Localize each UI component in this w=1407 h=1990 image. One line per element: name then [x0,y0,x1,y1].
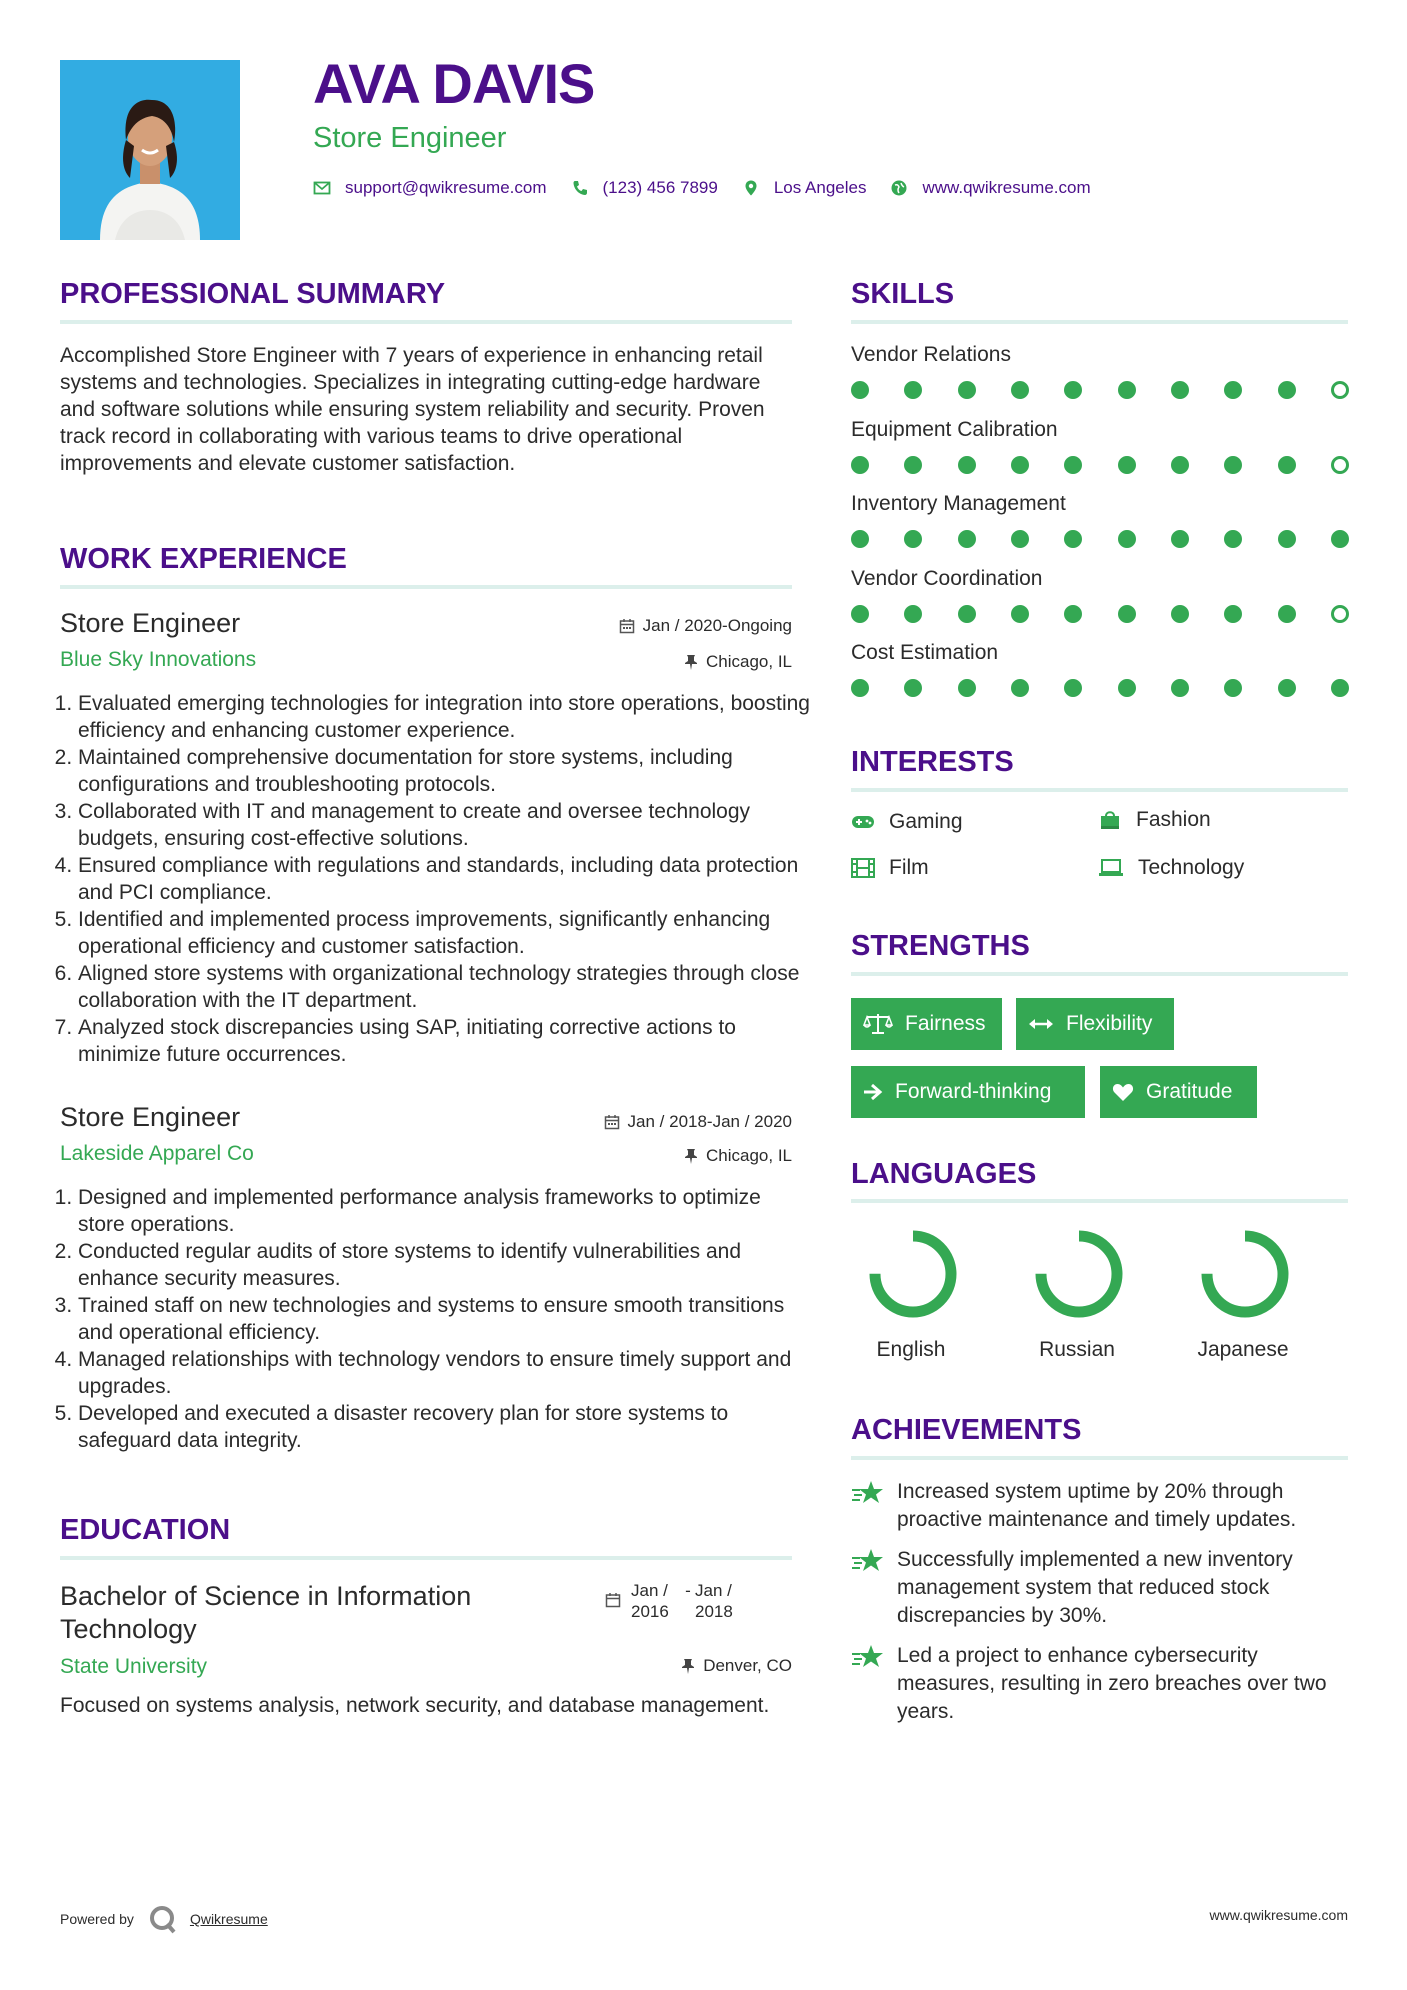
skill-dot-filled [1011,679,1029,697]
balance-scale-icon [863,1013,893,1035]
skill-dot-filled [958,679,976,697]
skill-dot-filled [1064,381,1082,399]
job-location-text: Chicago, IL [706,1146,792,1165]
language-item [1183,1224,1303,1362]
language-item [1017,1224,1137,1362]
job-location [480,1146,792,1166]
skill-name: Equipment Calibration [851,417,1058,441]
phone-icon [571,179,589,197]
achievements-rule [851,1456,1348,1460]
calendar-icon [604,1114,620,1130]
strengths-heading: STRENGTHS [851,930,1030,962]
skill-rating [851,456,1349,474]
languages-heading: LANGUAGES [851,1158,1037,1190]
skill-row [851,493,1351,568]
interests-rule [851,788,1348,792]
language-name: Russian [1039,1338,1115,1361]
candidate-name: AVA DAVIS [313,52,595,115]
education-description: Focused on systems analysis, network security, and database management. [60,1694,770,1717]
bullet-item: 5. Identified and implemented process improvements, significantly enhancing operational efficiency and customer satisfaction. [78,906,813,960]
candidate-title: Store Engineer [313,122,507,154]
bullet-item: 4. Ensured compliance with regulations and standards, including data protection and PCI compliance. [78,852,813,906]
summary-text: Accomplished Store Engineer with 7 years of experience in enhancing retail systems and technologies. Specializes in integrating cutting-edge hardware and software solutions while ensuring system reliability and security. Proven track record in collaborating with various teams to drive operational improvements and elevate customer satisfaction. [60,344,765,475]
skill-dot-filled [851,605,869,623]
contact-bar [313,178,1115,198]
job-location [480,652,792,672]
interest-label: Fashion [1136,808,1211,831]
skill-dot-filled [1171,605,1189,623]
achievements-list [851,1478,1351,1726]
star-award-icon [851,1480,885,1506]
skill-dot-filled [1331,530,1349,548]
skill-dot-filled [1118,530,1136,548]
achievements-heading: ACHIEVEMENTS [851,1414,1082,1446]
achievement-item [851,1546,1351,1630]
achievement-text: Successfully implemented a new inventory management system that reduced stock discrepancies by 30%. [897,1548,1293,1627]
powered-by-label: Powered by [60,1911,134,1927]
skill-dot-filled [1224,456,1242,474]
date-separator: - [685,1581,691,1600]
footer-powered [60,1904,268,1934]
arrows-horizontal-icon [1028,1017,1054,1031]
strength-tag-gratitude [1100,1066,1257,1118]
skill-dot-filled [1064,605,1082,623]
interest-label: Gaming [889,810,963,833]
achievement-item [851,1642,1351,1726]
bullet-item: 2. Conducted regular audits of store systems to identify vulnerabilities and enhance security measures. [78,1238,813,1292]
contact-email[interactable]: support@qwikresume.com [345,178,547,197]
language-proficiency-arc [1041,1236,1117,1312]
bullet-item: 3. Trained staff on new technologies and systems to ensure smooth transitions and operational efficiency. [78,1292,813,1346]
skill-dot-filled [958,381,976,399]
interest-label: Technology [1138,856,1245,879]
star-award-icon [851,1548,885,1574]
bullet-item: 1. Evaluated emerging technologies for integration into store operations, boosting efficiency and enhancing customer experience. [78,690,813,744]
pin-icon [681,1658,695,1674]
skill-name: Cost Estimation [851,641,999,664]
skill-rating [851,530,1349,548]
interest-gaming [851,810,963,834]
skills-list [851,344,1351,717]
skill-dot-filled [1011,456,1029,474]
skill-name: Vendor Relations [851,343,1011,366]
education-location [480,1656,792,1676]
bullet-item: 4. Managed relationships with technology vendors to ensure timely support and upgrades. [78,1346,813,1400]
laptop-icon [1098,859,1124,877]
map-marker-icon [742,179,760,197]
skill-dot-filled [1064,679,1082,697]
skill-dot-filled [1331,679,1349,697]
skill-dot-filled [1011,605,1029,623]
job-dates-text: Jan / 2020-Ongoing [642,616,792,635]
strength-label: Forward-thinking [895,1080,1052,1103]
education-end: Jan / 2018 [695,1581,733,1621]
skill-dot-filled [1224,530,1242,548]
skill-dot-filled [1118,381,1136,399]
skill-dot-filled [1278,381,1296,399]
experience-heading: WORK EXPERIENCE [60,543,347,575]
skill-dot-filled [1064,456,1082,474]
skill-dot-filled [958,530,976,548]
interest-technology [1098,856,1244,880]
skill-dot-filled [851,679,869,697]
arrow-right-icon [863,1083,883,1101]
skill-dot-filled [904,530,922,548]
skill-dot-filled [851,456,869,474]
job-bullets [60,690,813,1068]
contact-phone[interactable]: (123) 456 7899 [602,178,718,197]
interest-fashion [1098,808,1211,832]
skill-dot-filled [1118,605,1136,623]
skill-dot-filled [904,381,922,399]
skill-rating [851,605,1349,623]
film-icon [851,858,875,878]
skill-dot-filled [851,381,869,399]
languages-list [851,1224,1351,1374]
skill-row [851,568,1351,643]
job-company: Blue Sky Innovations [60,648,257,671]
skill-row [851,344,1351,419]
skill-dot-empty [1331,605,1349,623]
job-location-text: Chicago, IL [706,652,792,671]
calendar-icon [605,1592,621,1608]
job-title: Store Engineer [60,1102,241,1132]
skill-dot-filled [1011,530,1029,548]
school-name: State University [60,1655,208,1678]
skill-dot-filled [851,530,869,548]
skill-dot-filled [1118,679,1136,697]
skill-dot-filled [1224,679,1242,697]
skill-dot-filled [1118,456,1136,474]
heart-icon [1112,1082,1134,1102]
skill-name: Inventory Management [851,492,1066,515]
star-award-icon [851,1644,885,1670]
interest-film [851,856,929,880]
skill-dot-filled [1064,530,1082,548]
skill-dot-filled [904,456,922,474]
gamepad-icon [851,814,875,830]
bullet-item: 5. Developed and executed a disaster recovery plan for store systems to safeguard data integrity. [78,1400,813,1454]
language-ring-icon [863,1224,963,1324]
language-name: Japanese [1197,1338,1289,1361]
education-heading: EDUCATION [60,1514,231,1546]
education-dates [605,1580,745,1622]
skills-rule [851,320,1348,324]
skill-dot-filled [1171,381,1189,399]
education-rule [60,1556,792,1560]
job-bullets [60,1184,813,1454]
interests-heading: INTERESTS [851,746,1014,778]
languages-rule [851,1199,1348,1203]
contact-website[interactable]: www.qwikresume.com [922,178,1091,197]
skill-dot-filled [1224,605,1242,623]
footer-url[interactable]: www.qwikresume.com [1209,1907,1348,1923]
language-proficiency-arc [875,1236,951,1312]
skill-dot-filled [1278,679,1296,697]
envelope-icon [313,179,331,197]
skill-rating [851,679,1349,697]
language-proficiency-arc [1207,1236,1283,1312]
skill-dot-filled [1171,679,1189,697]
language-name: English [876,1338,946,1361]
job-dates [480,1112,792,1132]
strength-tag-fairness [851,998,1002,1050]
shopping-bag-icon [1098,809,1122,831]
achievement-text: Led a project to enhance cybersecurity measures, resulting in zero breaches over two years. [897,1644,1327,1723]
bullet-item: 7. Analyzed stock discrepancies using SAP, initiating corrective actions to minimize future occurrences. [78,1014,813,1068]
strength-label: Fairness [905,1012,986,1035]
skill-dot-filled [958,456,976,474]
experience-rule [60,585,792,589]
strengths-rule [851,972,1348,976]
education-start: Jan / 2016 [631,1581,669,1621]
achievement-text: Increased system uptime by 20% through proactive maintenance and timely updates. [897,1480,1297,1531]
strength-label: Gratitude [1146,1080,1233,1103]
calendar-icon [619,618,635,634]
summary-heading: PROFESSIONAL SUMMARY [60,278,446,310]
bullet-item: 3. Collaborated with IT and management to create and oversee technology budgets, ensuring cost-effective solutions. [78,798,813,852]
skill-name: Vendor Coordination [851,566,1043,590]
achievement-item [851,1478,1351,1534]
skill-rating [851,381,1349,399]
language-ring-icon [1029,1224,1129,1324]
skill-dot-filled [1278,605,1296,623]
job-dates-text: Jan / 2018-Jan / 2020 [627,1112,792,1131]
skill-dot-filled [958,605,976,623]
language-item [851,1224,971,1362]
pin-icon [684,1148,698,1164]
summary-rule [60,320,792,324]
skill-row [851,642,1351,717]
qwikresume-logo-icon [148,1904,178,1934]
job-title: Store Engineer [60,608,241,638]
degree-title: Bachelor of Science in Information Technology [60,1581,472,1644]
language-ring-icon [1195,1224,1295,1324]
bullet-item: 2. Maintained comprehensive documentation for store systems, including configurations and troubleshooting protocols. [78,744,813,798]
skill-dot-filled [1011,381,1029,399]
bullet-item: 1. Designed and implemented performance analysis frameworks to optimize store operations. [78,1184,813,1238]
strength-tag-forward-thinking [851,1066,1085,1118]
skill-dot-filled [1171,456,1189,474]
globe-icon [890,179,908,197]
interest-label: Film [889,856,929,879]
skills-heading: SKILLS [851,278,955,310]
skill-dot-empty [1331,381,1349,399]
footer-brand-link[interactable]: Qwikresume [189,1911,268,1927]
pin-icon [684,654,698,670]
profile-photo [60,60,240,240]
contact-location: Los Angeles [773,178,867,197]
bullet-item: 6. Aligned store systems with organizational technology strategies through close collaboration with the IT department. [78,960,813,1014]
strength-label: Flexibility [1066,1012,1153,1035]
skill-dot-filled [1278,530,1296,548]
skill-dot-filled [1171,530,1189,548]
job-dates [480,616,792,636]
skill-dot-filled [904,679,922,697]
education-location-text: Denver, CO [703,1656,792,1675]
job-company: Lakeside Apparel Co [60,1142,254,1165]
skill-dot-empty [1331,456,1349,474]
skill-dot-filled [1224,381,1242,399]
skill-dot-filled [1278,456,1296,474]
strength-tag-flexibility [1016,998,1174,1050]
skill-row [851,419,1351,494]
skill-dot-filled [904,605,922,623]
